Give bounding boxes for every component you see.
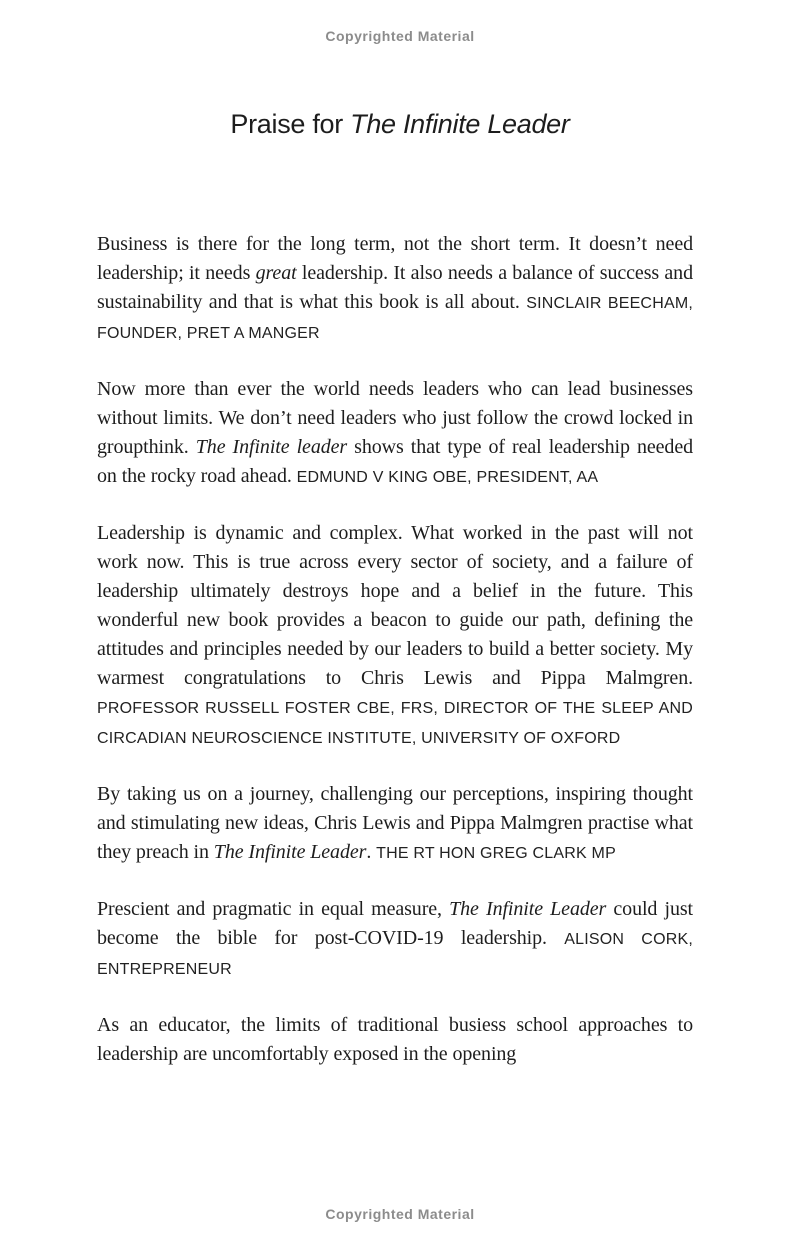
praise-paragraph bbox=[97, 780, 693, 868]
praise-paragraph bbox=[97, 230, 693, 348]
praise-paragraph bbox=[97, 375, 693, 492]
text-run: Leadership is dynamic and complex. What worked in the past will not work now. This is true across every sector of society, and a failure of leadership ultimately destroys hope and a belief in the future. This wonderful new book provides a beacon to guide our path, defining the attitudes and principles needed by our leaders to build a better society. My warmest congratulations to Chris Lewis and Pippa Malmgren. bbox=[97, 522, 693, 689]
praise-list bbox=[97, 230, 693, 1069]
attribution-text: ALISON CORK, ENTREPRENEUR bbox=[97, 931, 693, 978]
italic-text: great bbox=[255, 262, 297, 284]
text-run: Prescient and pragmatic in equal measure, bbox=[97, 898, 450, 920]
text-run: Praise for bbox=[230, 109, 351, 139]
text-run: . bbox=[366, 841, 377, 863]
italic-text: The Infinite Leader bbox=[350, 109, 570, 139]
text-run: Now more than ever the world needs leaders who can lead businesses without limits. We don’t need leaders who just follow the crowd locked in groupthink. bbox=[97, 378, 693, 458]
attribution-text: PROFESSOR RUSSELL FOSTER CBE, FRS, DIRECTOR OF THE SLEEP AND CIRCADIAN NEUROSCIENCE INSTITUTE, UNIVERSITY OF OXFORD bbox=[97, 700, 693, 747]
attribution-text: THE RT HON GREG CLARK MP bbox=[376, 845, 616, 862]
text-run: As an educator, the limits of traditional busiess school approaches to leadership are uncomfortably exposed in the opening bbox=[97, 1014, 693, 1065]
attribution-text: SINCLAIR BEECHAM, FOUNDER, PRET A MANGER bbox=[97, 295, 693, 342]
italic-text: The Infinite Leader bbox=[213, 841, 367, 863]
page-title bbox=[0, 104, 800, 144]
text-run: By taking us on a journey, challenging our perceptions, inspiring thought and stimulating new ideas, Chris Lewis and Pippa Malmgren practise what they preach in bbox=[97, 783, 693, 863]
attribution-text: EDMUND V KING OBE, PRESIDENT, AA bbox=[296, 469, 599, 486]
copyright-notice-bottom: Copyrighted Material bbox=[325, 1206, 475, 1222]
copyright-notice-top: Copyrighted Material bbox=[325, 28, 475, 44]
praise-paragraph bbox=[97, 519, 693, 753]
text-run: leadership. It also needs a balance of success and sustainability and that is what this book is all about. bbox=[97, 262, 693, 313]
italic-text: The Infinite leader bbox=[195, 436, 348, 458]
text-run: Business is there for the long term, not the short term. It doesn’t need leadership; it needs bbox=[97, 233, 693, 284]
praise-paragraph bbox=[97, 1011, 693, 1069]
text-run: could just become the bible for post-COVID-19 leadership. bbox=[97, 898, 694, 949]
italic-text: The Infinite Leader bbox=[449, 898, 607, 920]
praise-paragraph bbox=[97, 895, 693, 984]
text-run: shows that type of real leadership needed on the rocky road ahead. bbox=[97, 436, 693, 487]
